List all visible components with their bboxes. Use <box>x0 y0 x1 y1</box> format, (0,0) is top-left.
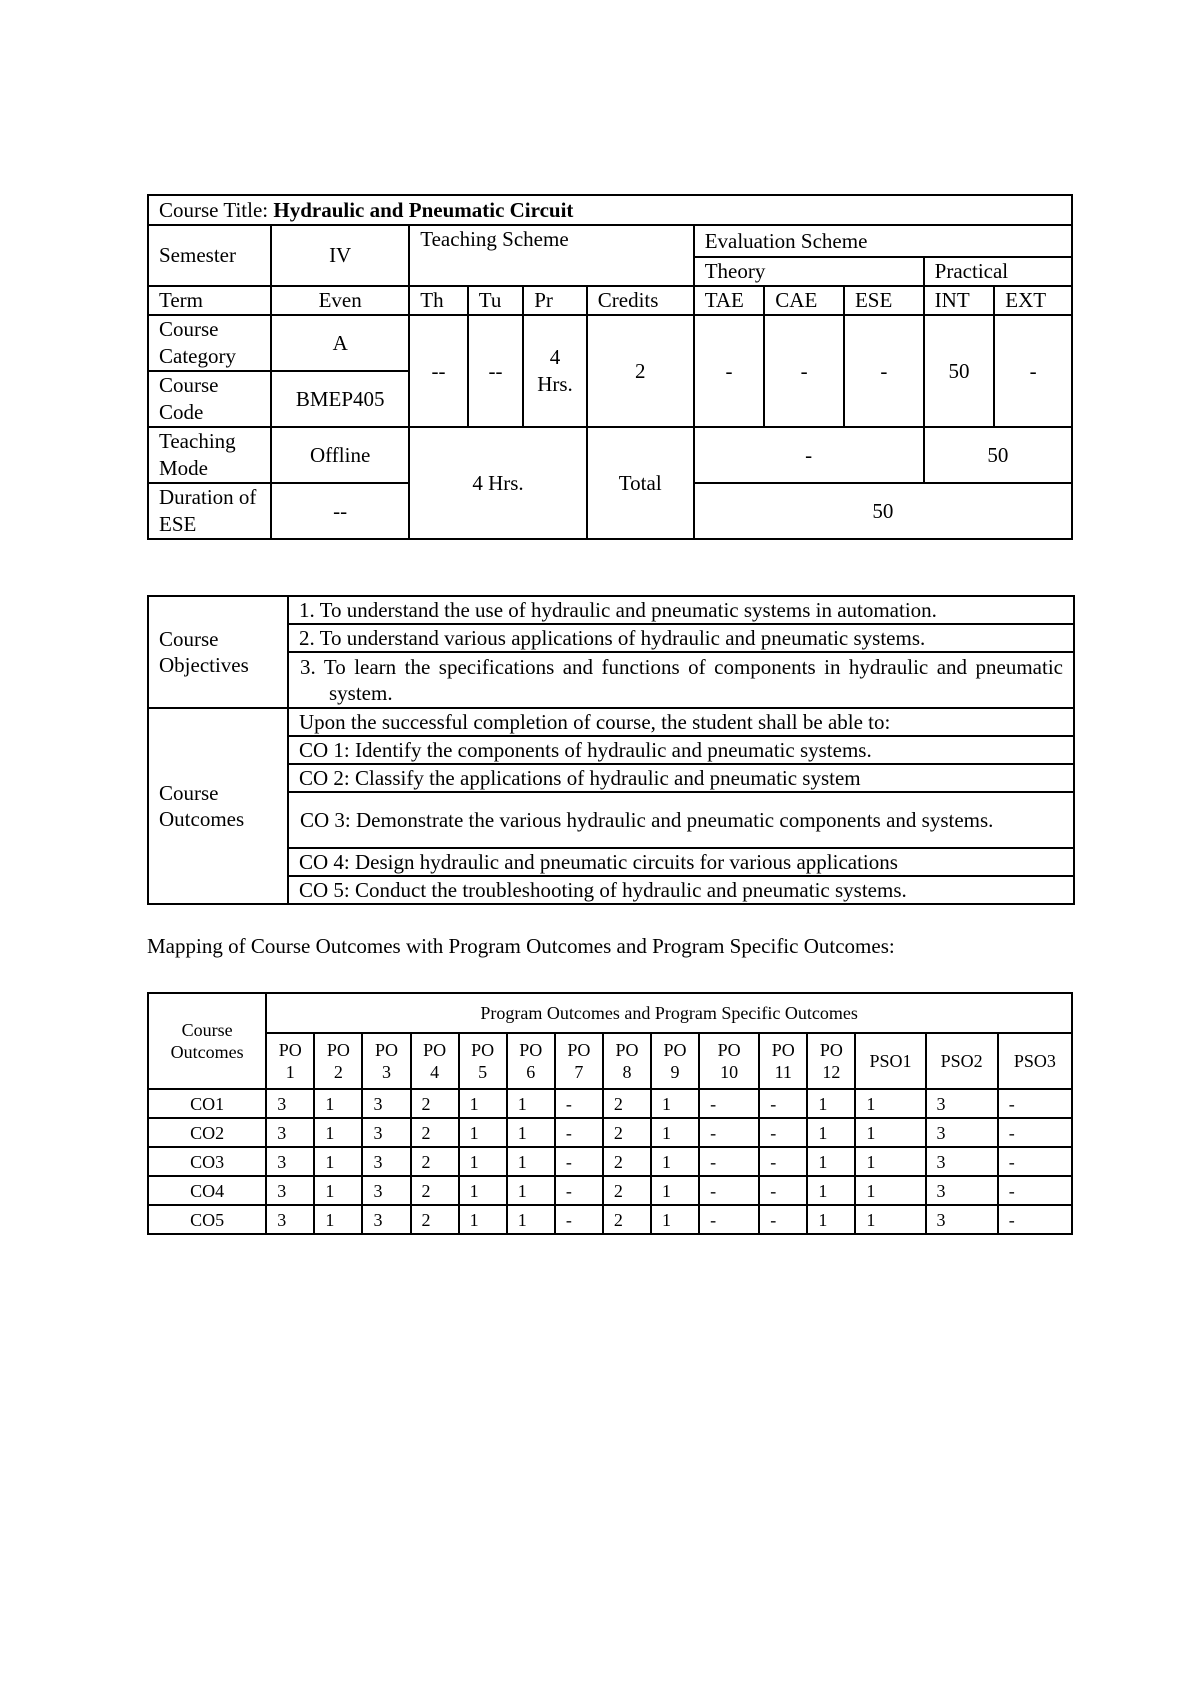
table-row <box>148 1176 1072 1205</box>
mapping-cell: 2 <box>411 1118 459 1147</box>
duration-label: Duration of ESE <box>148 483 271 539</box>
mapping-cell: - <box>555 1118 603 1147</box>
mapping-cell: - <box>759 1089 807 1118</box>
mapping-cell: 3 <box>362 1089 410 1118</box>
mapping-cell: 1 <box>807 1118 855 1147</box>
mapping-cell: 1 <box>651 1147 699 1176</box>
column-header <box>362 1033 410 1089</box>
mapping-cell: - <box>699 1176 759 1205</box>
mapping-cell: 1 <box>651 1089 699 1118</box>
column-header <box>507 1033 555 1089</box>
mapping-cell: 3 <box>362 1118 410 1147</box>
mapping-cell: 1 <box>459 1089 507 1118</box>
mapping-cell: 2 <box>411 1147 459 1176</box>
mapping-cell: 1 <box>314 1089 362 1118</box>
ext-header: EXT <box>994 286 1072 315</box>
teaching-mode-label: Teaching Mode <box>148 427 271 483</box>
column-header-line1: PO <box>663 1040 687 1060</box>
column-header-line2: 1 <box>285 1062 295 1082</box>
total-label: Total <box>587 427 694 539</box>
semester-value: IV <box>271 225 409 286</box>
course-category-value: A <box>271 315 409 371</box>
mapping-cell: 2 <box>411 1176 459 1205</box>
outcomes-intro: Upon the successful completion of course, the student shall be able to: <box>288 708 1074 736</box>
column-header <box>759 1033 807 1089</box>
mapping-cell: 3 <box>926 1089 998 1118</box>
program-outcomes-header: Program Outcomes and Program Specific Outcomes <box>266 993 1072 1033</box>
outcome-item: CO 1: Identify the components of hydraulic and pneumatic systems. <box>288 736 1074 764</box>
mapping-cell: 3 <box>266 1176 314 1205</box>
grand-total: 50 <box>694 483 1072 539</box>
mapping-cell: 2 <box>603 1205 651 1234</box>
mapping-cell: 1 <box>459 1176 507 1205</box>
course-title: Hydraulic and Pneumatic Circuit <box>273 197 574 222</box>
column-header <box>807 1033 855 1089</box>
mapping-cell: 1 <box>855 1176 925 1205</box>
outcome-item: CO 2: Classify the applications of hydraulic and pneumatic system <box>288 764 1074 792</box>
mapping-cell: 1 <box>507 1089 555 1118</box>
theory-label: Theory <box>694 257 924 286</box>
mapping-cell: 1 <box>651 1118 699 1147</box>
mapping-cell: - <box>555 1205 603 1234</box>
column-header-line2: 7 <box>574 1062 584 1082</box>
mapping-cell: 1 <box>855 1205 925 1234</box>
table-row <box>148 1205 1072 1234</box>
objective-item: 3. To learn the specifications and functions of components in hydraulic and pneumatic system. <box>288 652 1074 708</box>
course-code-value: BMEP405 <box>271 371 409 427</box>
mapping-cell: 3 <box>926 1205 998 1234</box>
column-header-line1: PO <box>423 1040 447 1060</box>
column-header-line1: PSO3 <box>1013 1051 1056 1071</box>
mapping-cell: 1 <box>459 1147 507 1176</box>
mapping-cell: - <box>699 1118 759 1147</box>
term-label: Term <box>148 286 271 315</box>
column-header-line1: PO <box>278 1040 302 1060</box>
th-value: -- <box>409 315 468 427</box>
int-value: 50 <box>924 315 995 427</box>
column-header-line2: 9 <box>670 1062 680 1082</box>
co-label: CO2 <box>148 1118 266 1147</box>
course-title-cell <box>148 195 1072 225</box>
column-header <box>699 1033 759 1089</box>
mapping-cell: 1 <box>651 1176 699 1205</box>
tae-value: - <box>694 315 765 427</box>
semester-label: Semester <box>148 225 271 286</box>
column-header-line2: 8 <box>622 1062 632 1082</box>
hours-total: 4 Hrs. <box>409 427 587 539</box>
mapping-cell: 1 <box>507 1147 555 1176</box>
column-header-line2: 10 <box>720 1062 739 1082</box>
credits-value: 2 <box>587 315 694 427</box>
pr-value: 4 Hrs. <box>523 315 587 427</box>
objective-item: 1. To understand the use of hydraulic and pneumatic systems in automation. <box>288 596 1074 624</box>
mapping-heading: Mapping of Course Outcomes with Program Outcomes and Program Specific Outcomes: <box>147 934 895 958</box>
column-header-line1: PO <box>717 1040 741 1060</box>
column-header-line1: PSO2 <box>940 1051 983 1071</box>
column-header-line2: 11 <box>774 1062 792 1082</box>
mapping-cell: 3 <box>926 1176 998 1205</box>
mapping-cell: 3 <box>266 1118 314 1147</box>
mapping-cell: 3 <box>362 1147 410 1176</box>
mapping-cell: - <box>998 1089 1072 1118</box>
scheme-table <box>147 194 1073 540</box>
mapping-cell: 1 <box>314 1118 362 1147</box>
evaluation-scheme-label: Evaluation Scheme <box>694 225 1072 257</box>
column-header-line2: 5 <box>478 1062 488 1082</box>
mapping-cell: - <box>555 1147 603 1176</box>
co-po-mapping-table <box>147 992 1073 1235</box>
theory-total: - <box>694 427 924 483</box>
mapping-cell: - <box>699 1205 759 1234</box>
table-row <box>148 1147 1072 1176</box>
course-outcomes-header: Course Outcomes <box>148 993 266 1089</box>
teaching-mode-value: Offline <box>271 427 409 483</box>
ese-value: - <box>844 315 924 427</box>
mapping-cell: 1 <box>651 1205 699 1234</box>
column-header-line1: PO <box>374 1040 398 1060</box>
mapping-cell: - <box>759 1147 807 1176</box>
int-header: INT <box>924 286 995 315</box>
mapping-cell: 1 <box>855 1089 925 1118</box>
column-header-line2: 6 <box>526 1062 536 1082</box>
column-header-line1: PO <box>771 1040 795 1060</box>
column-header-line1: PO <box>819 1040 843 1060</box>
column-header-line1: PSO1 <box>869 1051 912 1071</box>
mapping-cell: 1 <box>459 1118 507 1147</box>
column-header-line2: 2 <box>333 1062 343 1082</box>
column-header-line1: PO <box>326 1040 350 1060</box>
mapping-cell: 3 <box>362 1205 410 1234</box>
mapping-cell: - <box>998 1118 1072 1147</box>
column-header-line1: PO <box>519 1040 543 1060</box>
cae-value: - <box>764 315 844 427</box>
column-header-line2: 12 <box>822 1062 841 1082</box>
column-header <box>998 1033 1072 1089</box>
mapping-cell: - <box>998 1147 1072 1176</box>
mapping-cell: 3 <box>362 1176 410 1205</box>
mapping-cell: - <box>759 1118 807 1147</box>
practical-total: 50 <box>924 427 1072 483</box>
mapping-cell: 2 <box>411 1205 459 1234</box>
column-header-line2: 3 <box>381 1062 391 1082</box>
duration-value: -- <box>271 483 409 539</box>
outcomes-label: Course Outcomes <box>148 708 288 904</box>
co-label: CO4 <box>148 1176 266 1205</box>
table-row <box>148 1118 1072 1147</box>
mapping-cell: - <box>759 1176 807 1205</box>
column-header <box>603 1033 651 1089</box>
mapping-cell: 2 <box>603 1118 651 1147</box>
column-header <box>411 1033 459 1089</box>
mapping-cell: 1 <box>807 1205 855 1234</box>
column-header <box>651 1033 699 1089</box>
outcome-item: CO 5: Conduct the troubleshooting of hydraulic and pneumatic systems. <box>288 876 1074 904</box>
table-row <box>148 1089 1072 1118</box>
mapping-cell: - <box>699 1089 759 1118</box>
objectives-outcomes-table <box>147 595 1075 905</box>
mapping-cell: 3 <box>266 1205 314 1234</box>
column-header <box>266 1033 314 1089</box>
column-header <box>855 1033 925 1089</box>
term-value: Even <box>271 286 409 315</box>
column-header <box>314 1033 362 1089</box>
mapping-cell: 2 <box>603 1147 651 1176</box>
mapping-cell: - <box>759 1205 807 1234</box>
column-header-line1: PO <box>615 1040 639 1060</box>
practical-label: Practical <box>924 257 1072 286</box>
column-header-line2: 4 <box>430 1062 440 1082</box>
mapping-cell: 1 <box>807 1147 855 1176</box>
tu-header: Tu <box>468 286 523 315</box>
mapping-cell: 3 <box>266 1089 314 1118</box>
mapping-cell: 1 <box>314 1147 362 1176</box>
mapping-cell: 1 <box>507 1118 555 1147</box>
mapping-cell: 2 <box>603 1176 651 1205</box>
column-header <box>555 1033 603 1089</box>
mapping-cell: - <box>699 1147 759 1176</box>
column-header-line1: PO <box>567 1040 591 1060</box>
mapping-cell: - <box>555 1176 603 1205</box>
column-header <box>459 1033 507 1089</box>
course-title-label: Course Title: <box>159 197 269 222</box>
ext-value: - <box>994 315 1072 427</box>
mapping-cell: 1 <box>855 1118 925 1147</box>
co-label: CO5 <box>148 1205 266 1234</box>
ese-header: ESE <box>844 286 924 315</box>
cae-header: CAE <box>764 286 844 315</box>
tu-value: -- <box>468 315 523 427</box>
outcome-item: CO 3: Demonstrate the various hydraulic and pneumatic components and systems. <box>288 792 1074 848</box>
course-code-label: Course Code <box>148 371 271 427</box>
mapping-cell: - <box>998 1176 1072 1205</box>
th-header: Th <box>409 286 468 315</box>
mapping-cell: 1 <box>314 1176 362 1205</box>
mapping-cell: 1 <box>459 1205 507 1234</box>
column-header <box>926 1033 998 1089</box>
mapping-cell: 2 <box>603 1089 651 1118</box>
mapping-cell: - <box>555 1089 603 1118</box>
objectives-label: Course Objectives <box>148 596 288 708</box>
co-label: CO1 <box>148 1089 266 1118</box>
objective-item: 2. To understand various applications of hydraulic and pneumatic systems. <box>288 624 1074 652</box>
mapping-cell: 1 <box>314 1205 362 1234</box>
mapping-cell: 1 <box>507 1176 555 1205</box>
mapping-cell: 1 <box>507 1205 555 1234</box>
pr-header: Pr <box>523 286 587 315</box>
mapping-cell: 1 <box>807 1176 855 1205</box>
mapping-cell: 1 <box>807 1089 855 1118</box>
mapping-cell: - <box>998 1205 1072 1234</box>
column-header-line1: PO <box>471 1040 495 1060</box>
mapping-cell: 3 <box>926 1147 998 1176</box>
co-label: CO3 <box>148 1147 266 1176</box>
course-category-label: Course Category <box>148 315 271 371</box>
mapping-cell: 3 <box>926 1118 998 1147</box>
mapping-cell: 2 <box>411 1089 459 1118</box>
teaching-scheme-label: Teaching Scheme <box>409 225 693 286</box>
outcome-item: CO 4: Design hydraulic and pneumatic circuits for various applications <box>288 848 1074 876</box>
mapping-cell: 3 <box>266 1147 314 1176</box>
credits-header: Credits <box>587 286 694 315</box>
tae-header: TAE <box>694 286 765 315</box>
mapping-cell: 1 <box>855 1147 925 1176</box>
